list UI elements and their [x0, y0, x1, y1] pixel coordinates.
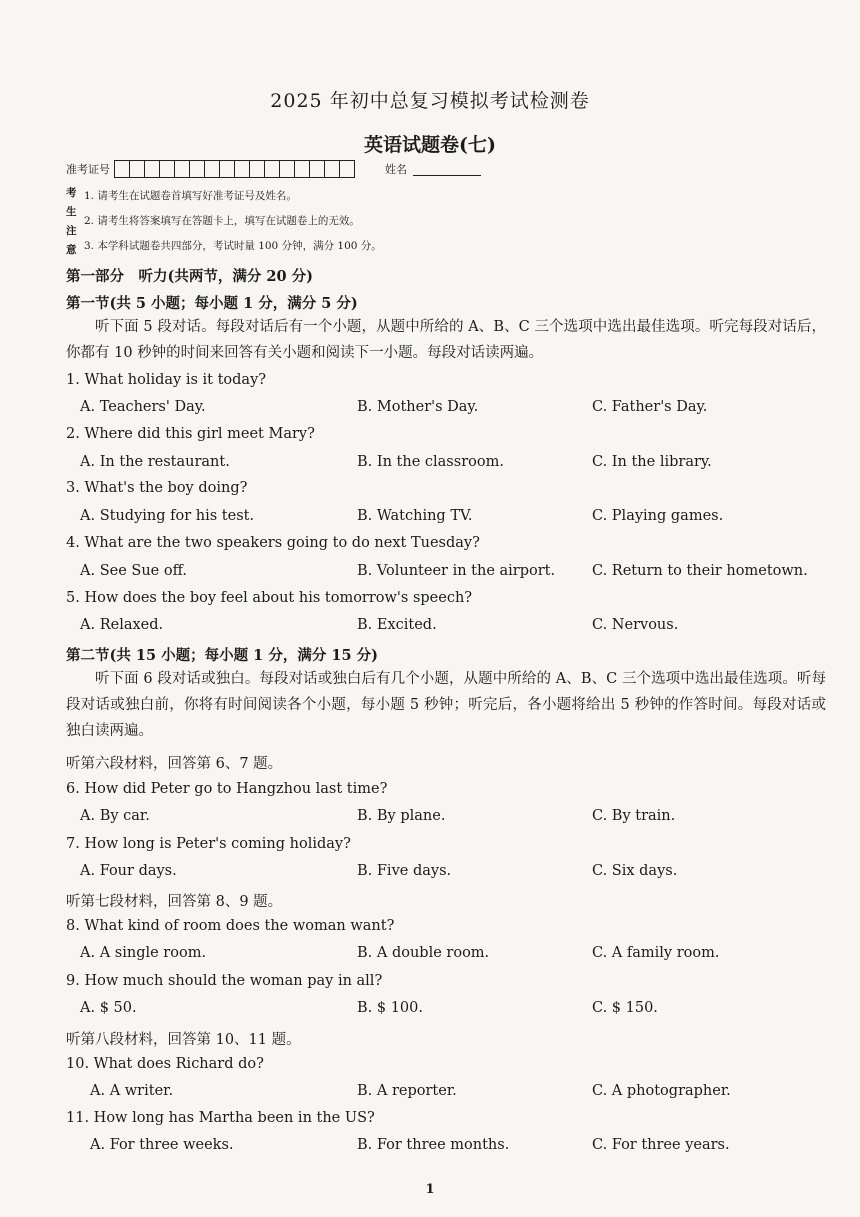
id-label: 准考证号: [66, 163, 110, 176]
option-a: A. See Sue off.: [80, 563, 187, 579]
option-a: A. Studying for his test.: [80, 508, 255, 524]
option-c: C. Return to their hometown.: [592, 563, 808, 579]
candidate-info-row: [66, 160, 481, 178]
option-c: C. Father's Day.: [592, 399, 708, 415]
name-label: 姓名: [385, 163, 407, 176]
option-b: B. Volunteer in the airport.: [357, 563, 556, 579]
group-label: 听第七段材料，回答第 8、9 题。: [66, 894, 283, 910]
option-c: C. Playing games.: [592, 508, 724, 524]
option-a: A. Four days.: [80, 863, 177, 879]
section1-title: 第一节(共 5 小题；每小题 1 分，满分 5 分): [66, 295, 358, 312]
paper-subtitle: 英语试题卷(七): [364, 134, 496, 156]
question: 6. How did Peter go to Hangzhou last time?: [66, 781, 388, 797]
option-c: C. In the library.: [592, 454, 712, 470]
group-label: 听第八段材料，回答第 10、11 题。: [66, 1032, 301, 1048]
name-blank: [413, 163, 481, 176]
option-a: A. For three weeks.: [90, 1137, 234, 1153]
question: 1. What holiday is it today?: [66, 372, 267, 388]
option-b: B. Excited.: [357, 617, 437, 633]
notice-item: 2. 请考生将答案填写在答题卡上，填写在试题卷上的无效。: [84, 215, 360, 227]
option-a: A. By car.: [80, 808, 150, 824]
option-a: A. In the restaurant.: [80, 454, 230, 470]
option-c: C. By train.: [592, 808, 676, 824]
option-c: C. $ 150.: [592, 1000, 658, 1016]
option-b: B. Five days.: [357, 863, 452, 879]
candidate-notice: [66, 184, 382, 259]
option-b: B. For three months.: [357, 1137, 510, 1153]
exam-title: 2025 年初中总复习模拟考试检测卷: [270, 90, 590, 112]
question: 11. How long has Martha been in the US?: [66, 1110, 375, 1126]
question: 8. What kind of room does the woman want?: [66, 918, 395, 934]
question: 5. How does the boy feel about his tomorrow's speech?: [66, 590, 473, 606]
group-label: 听第六段材料，回答第 6、7 题。: [66, 756, 283, 772]
notice-item: 1. 请考生在试题卷首填写好准考证号及姓名。: [84, 190, 297, 202]
option-b: B. A double room.: [357, 945, 490, 961]
option-c: C. Nervous.: [592, 617, 679, 633]
option-a: A. Relaxed.: [80, 617, 164, 633]
option-c: C. A family room.: [592, 945, 720, 961]
page-number: 1: [425, 1182, 435, 1197]
option-a: A. $ 50.: [80, 1000, 137, 1016]
option-c: C. Six days.: [592, 863, 678, 879]
notice-item: 3. 本学科试题卷共四部分，考试时量 100 分钟，满分 100 分。: [84, 240, 382, 252]
question: 4. What are the two speakers going to do next Tuesday?: [66, 535, 480, 551]
option-a: A. A writer.: [90, 1083, 174, 1099]
question: 10. What does Richard do?: [66, 1056, 264, 1072]
option-b: B. By plane.: [357, 808, 446, 824]
section1-instruction: 听下面 5 段对话。每段对话后有一个小题，从题中所给的 A、B、C 三个选项中选出最佳选项。听完每段对话后，你都有 10 秒钟的时间来回答有关小题和阅读下一小题。每段对话读两遍。: [66, 319, 826, 361]
section2-title: 第二节(共 15 小题；每小题 1 分，满分 15 分): [66, 647, 378, 664]
option-a: A. A single room.: [80, 945, 207, 961]
part1-title: 第一部分 听力(共两节，满分 20 分): [66, 268, 313, 285]
option-b: B. $ 100.: [357, 1000, 423, 1016]
question: 2. Where did this girl meet Mary?: [66, 426, 315, 442]
option-b: B. Watching TV.: [357, 508, 473, 524]
question: 9. How much should the woman pay in all?: [66, 973, 383, 989]
option-c: C. A photographer.: [592, 1083, 731, 1099]
id-number-boxes: [114, 160, 355, 178]
question: 3. What's the boy doing?: [66, 480, 248, 496]
option-b: B. A reporter.: [357, 1083, 457, 1099]
option-c: C. For three years.: [592, 1137, 730, 1153]
section2-instruction: 听下面 6 段对话或独白。每段对话或独白后有几个小题，从题中所给的 A、B、C 三个选项中选出最佳选项。听每段对话或独白前，你将有时间阅读各个小题，每小题 5 秒钟；听完后，各小题将给出 5 秒钟的作答时间。每段对话或独白读两遍。: [66, 671, 826, 739]
question: 7. How long is Peter's coming holiday?: [66, 836, 351, 852]
option-b: B. In the classroom.: [357, 454, 504, 470]
option-a: A. Teachers' Day.: [80, 399, 206, 415]
notice-side-label: 考 生 注 意: [66, 187, 77, 256]
option-b: B. Mother's Day.: [357, 399, 479, 415]
